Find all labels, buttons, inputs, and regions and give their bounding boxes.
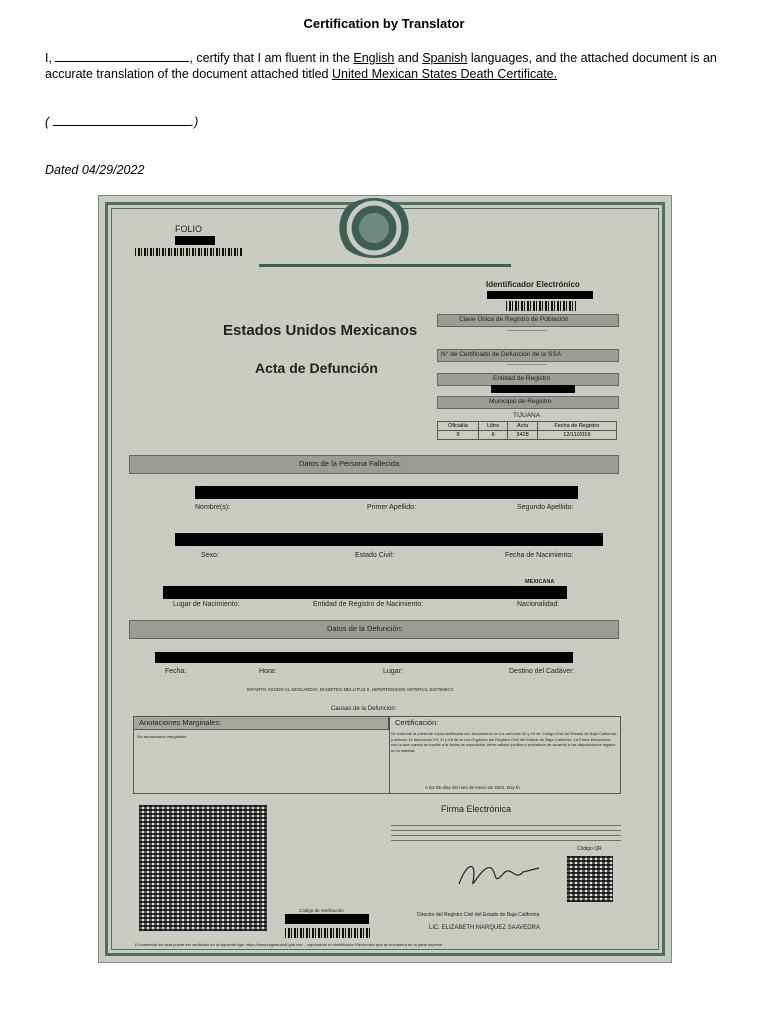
verification-barcode: [285, 928, 371, 938]
causa-value: INFARTO AGUDO AL MIOCARDIO, DIABETES MELLITUS II, HIPERTENSION ARTERIAL SISTEMICA: [247, 687, 454, 692]
text-and: and: [394, 51, 423, 65]
causas-label: Causas de la Defunción:: [331, 706, 397, 712]
certificacion-text: Se extiende la presente copia certificada con fundamento en los artículos 35 y 44 de Código Civil del Estado de Baja California, y artículo 11 fracciones VII, XI y XII de la Ley Orgánica del Registro Civil del Estado de Baja California. La Firma Electrónica con la que cuenta se expide a la fecha de expedición, tiene validez jurídica y probatoria de acuerdo a las disposiciones legales en la materia.: [391, 731, 617, 753]
ssa-dashes: --------------------: [507, 362, 547, 368]
codigo-verificacion-redaction: [285, 914, 369, 924]
lugar-label: Lugar:: [383, 668, 403, 675]
curp-dashes: --------------------: [507, 328, 547, 334]
language-spanish: Spanish: [422, 51, 468, 65]
entidad-redaction: [491, 385, 575, 393]
folio-label: FOLIO: [175, 224, 203, 234]
table-row: [438, 431, 617, 440]
sig-close: .): [190, 115, 199, 129]
lugar-row-redaction: [163, 586, 567, 599]
entidad-label: Entidad de Registro: [493, 375, 551, 382]
signature-line: [45, 115, 198, 129]
nacionalidad-value: MEXICANA: [525, 579, 555, 585]
table-row: [438, 422, 617, 431]
dated-line: Dated 04/29/2022: [45, 163, 145, 177]
estado-civil-label: Estado Civil:: [355, 552, 394, 559]
name-redaction: [195, 486, 578, 499]
document-title: Certification by Translator: [303, 16, 465, 31]
text-rest: languages, and the attached document is an accurate translation of the document attached titled: [45, 51, 717, 81]
heading-acta-defuncion: Acta de Defunción: [255, 360, 378, 376]
sexo-label: Sexo:: [201, 552, 219, 559]
certificacion-date: A los 05 días del mes de enero de 2022, Doy fe.: [425, 785, 522, 790]
fecha-label: Fecha:: [165, 668, 187, 675]
certificacion-label: Certificación:: [395, 718, 439, 727]
firma-electronica-label: Firma Electrónica: [441, 804, 512, 814]
anotaciones-label: Anotaciones Marginales:: [139, 718, 222, 727]
table-header: Oficialía: [438, 422, 479, 431]
municipio-value: TIJUANA: [513, 412, 541, 419]
table-cell: 6: [479, 431, 508, 440]
language-english: English: [353, 51, 395, 65]
heading-estados-unidos: Estados Unidos Mexicanos: [223, 322, 418, 339]
identificador-redaction: [487, 291, 593, 299]
coat-of-arms-seal: [335, 198, 413, 258]
verification-footer: El contenido del acta puede ser verificado en la siguiente liga: https://www.registrocivil.gob.mx/... capturando el identificador Electrónico que se encuentra en la parte superior: [135, 942, 443, 947]
hora-label: Hora:: [259, 668, 277, 675]
folio-redaction: [175, 236, 215, 245]
municipio-label: Municipio de Registro: [489, 398, 552, 405]
text-i: I,: [45, 51, 56, 65]
table-cell: 9: [438, 431, 479, 440]
segundo-apellido-label: Segundo Apellido:: [517, 504, 574, 511]
firma-hash: [391, 821, 621, 841]
document-name: United Mexican States Death Certificate.: [331, 67, 558, 81]
table-cell: 3428: [508, 431, 537, 440]
translator-name-blank: [55, 51, 189, 62]
entidad-nacimiento-label: Entidad de Registro de Nacimiento:: [313, 601, 424, 608]
nacionalidad-label: Nacionalidad:: [517, 601, 560, 608]
table-header: Libro: [479, 422, 508, 431]
curp-label: Clave Única de Registro de Población: [459, 316, 569, 323]
signature-blank: [53, 115, 191, 126]
fecha-row-redaction: [155, 652, 573, 663]
codigo-verificacion-label: Código de Verificación: [299, 908, 344, 913]
destino-label: Destino del Cadáver:: [509, 668, 575, 675]
fallecida-section-label: Datos de la Persona Fallecida:: [299, 459, 402, 468]
death-certificate-scan: [98, 195, 672, 963]
sig-open: (: [45, 115, 50, 129]
defuncion-section-label: Datos de la Defunción:: [327, 624, 403, 633]
sexo-row-redaction: [175, 533, 603, 546]
nombres-label: Nombre(s):: [195, 504, 231, 511]
identificador-barcode: [506, 301, 576, 311]
certificacion-box: [389, 716, 621, 794]
large-qr-code: [139, 805, 267, 931]
table-header: Acta: [508, 422, 537, 431]
identificador-label: Identificador Electrónico: [486, 280, 580, 289]
codigo-qr-label: Código QR: [577, 846, 602, 852]
fecha-nacimiento-label: Fecha de Nacimiento:: [505, 552, 574, 559]
lugar-nacimiento-label: Lugar de Nacimiento:: [173, 601, 240, 608]
certification-paragraph: [45, 50, 735, 82]
sin-anotaciones-text: Sin anotaciones marginales.: [137, 734, 188, 739]
director-name: LIC. ELIZABETH MARQUEZ SAAVEDRA: [429, 925, 540, 931]
small-qr-code: [567, 856, 613, 902]
text-certify: , certify that I am fluent in the: [189, 51, 354, 65]
primer-apellido-label: Primer Apellido:: [367, 504, 417, 511]
signature-scribble: [453, 854, 543, 894]
folio-barcode: [135, 248, 243, 256]
director-title: Director del Registro Civil del Estado de Baja California: [417, 912, 540, 918]
registro-table: [437, 421, 617, 440]
table-header: Fecha de Registro: [537, 422, 616, 431]
ssa-label: N° de Certificado de Defunción de la SSA: [441, 351, 562, 358]
table-cell: 12/11/2019: [537, 431, 616, 440]
